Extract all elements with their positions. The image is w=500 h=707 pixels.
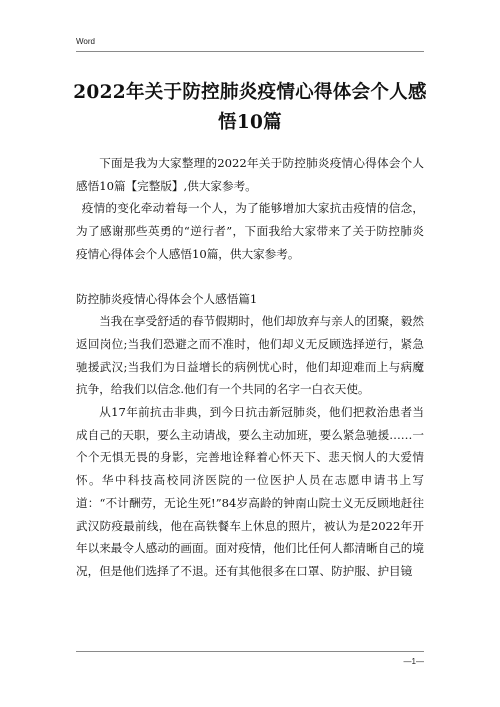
footer-divider bbox=[76, 651, 424, 652]
page-number: —1— bbox=[403, 657, 424, 666]
paragraph-gap bbox=[76, 266, 424, 288]
intro-paragraph-2: 疫情的变化牵动着每一个人，为了能够增加大家抗击疫情的信念，为了感谢那些英勇的“逆行者”，下面我给大家带来了关于防控肺炎疫情心得体会个人感悟10篇，供大家参考。 bbox=[76, 201, 424, 261]
header-divider bbox=[76, 51, 424, 52]
section-heading: 防控肺炎疫情心得体会个人感悟篇1 bbox=[76, 291, 258, 306]
document-title: 2022年关于防控肺炎疫情心得体会个人感悟10篇 bbox=[73, 82, 427, 133]
document-body bbox=[76, 152, 424, 583]
header-label: Word bbox=[76, 37, 95, 46]
section-paragraph-1: 当我在享受舒适的春节假期时，他们却放弃与亲人的团聚，毅然返回岗位;当我们恐避之而不准时，他们却义无反顾选择逆行，紧急驰援武汉;当我们为日益增长的病例忧心时，他们却迎难而上与病魔抗争，给我们以信念.他们有一个共同的名字一白衣天使。 bbox=[76, 314, 424, 397]
section-paragraph-2: 从17年前抗击非典，到今日抗击新冠肺炎，他们把救治患者当成自己的天职，要么主动请战，要么主动加班，要么紧急驰援……一个个无惧无畏的身影，完善地诠释着心怀天下、悲天悯人的大爱情怀。华中科技高校同济医院的一位医护人员在志愿申请书上写道：“不计酬劳，无论生死!”84岁高龄的钟南山院士义无反顾地赶往武汉防疫最前线，他在高铁餐车上休息的照片，被认为是2022年开年以来最令人感动的画面。面对疫情，他们比任何人都清晰自己的境况，但是他们选择了不退。还有其他很多在口罩、防护服、护目镜 bbox=[76, 405, 424, 578]
intro-paragraph-1: 下面是我为大家整理的2022年关于防控肺炎疫情心得体会个人感悟10篇【完整版】,供大家参考。 bbox=[76, 156, 424, 193]
